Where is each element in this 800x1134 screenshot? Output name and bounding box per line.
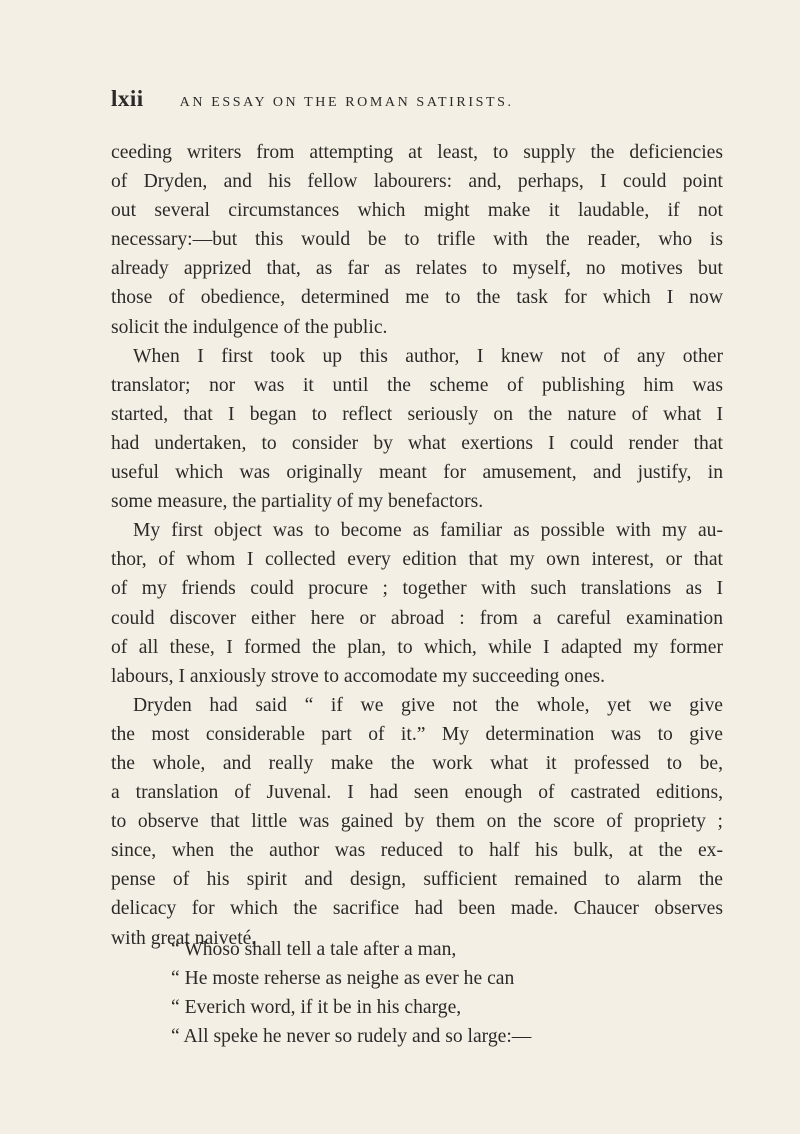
- text-line: could discover either here or abroad : from a careful examination: [111, 607, 723, 629]
- text-line: the whole, and really make the work what it professed to be,: [111, 752, 723, 774]
- text-line: out several circumstances which might make it laudable, if not: [111, 200, 723, 222]
- text-line: labours, I anxiously strove to accomodate my succeeding ones.: [111, 665, 606, 687]
- text-line: useful which was originally meant for amusement, and justify, in: [111, 462, 723, 484]
- essay-text: [111, 138, 723, 953]
- verse-line: “ Everich word, if it be in his charge,: [171, 997, 462, 1018]
- running-head: AN ESSAY ON THE ROMAN SATIRISTS.: [179, 95, 514, 110]
- text-line: of Dryden, and his fellow labourers: and, perhaps, I could point: [111, 171, 723, 193]
- text-line: thor, of whom I collected every edition that my own interest, or that: [111, 549, 723, 571]
- verse-line: “ Whoso shall tell a tale after a man,: [171, 939, 457, 960]
- text-line: solicit the indulgence of the public.: [111, 316, 388, 338]
- text-line: to observe that little was gained by them on the score of propriety ;: [111, 811, 723, 833]
- verse-line: “ All speke he never so rudely and so large:—: [171, 1026, 532, 1047]
- text-line: Dryden had said “ if we give not the whole, yet we give: [133, 694, 723, 716]
- text-line: started, that I began to reflect seriously on the nature of what I: [111, 403, 723, 425]
- text-line: When I first took up this author, I knew not of any other: [133, 345, 723, 367]
- text-line: My first object was to become as familiar as possible with my au-: [133, 520, 723, 542]
- text-line: some measure, the partiality of my benefactors.: [111, 491, 484, 513]
- text-line: since, when the author was reduced to half his bulk, at the ex-: [111, 840, 723, 862]
- verse-quotation: [171, 935, 731, 1051]
- text-line: of my friends could procure ; together with such translations as I: [111, 578, 723, 600]
- text-line: the most considerable part of it.” My determination was to give: [111, 723, 723, 745]
- text-line: already apprized that, as far as relates to myself, no motives but: [111, 258, 723, 280]
- text-line: delicacy for which the sacrifice had been made. Chaucer observes: [111, 898, 723, 920]
- page-number: lxii: [111, 86, 144, 111]
- text-line: of all these, I formed the plan, to which, while I adapted my former: [111, 636, 723, 658]
- text-line: those of obedience, determined me to the task for which I now: [111, 287, 723, 309]
- text-line: with great naiveté,: [111, 927, 257, 949]
- page-header: [111, 86, 711, 112]
- text-line: a translation of Juvenal. I had seen enough of castrated editions,: [111, 782, 723, 804]
- text-line: ceeding writers from attempting at least, to supply the deficiencies: [111, 142, 723, 163]
- text-line: translator; nor was it until the scheme of publishing him was: [111, 374, 723, 396]
- text-line: necessary:—but this would be to trifle with the reader, who is: [111, 229, 723, 251]
- text-line: had undertaken, to consider by what exertions I could render that: [111, 432, 723, 454]
- verse-line: “ He moste reherse as neighe as ever he can: [171, 968, 515, 989]
- text-line: pense of his spirit and design, sufficient remained to alarm the: [111, 869, 723, 891]
